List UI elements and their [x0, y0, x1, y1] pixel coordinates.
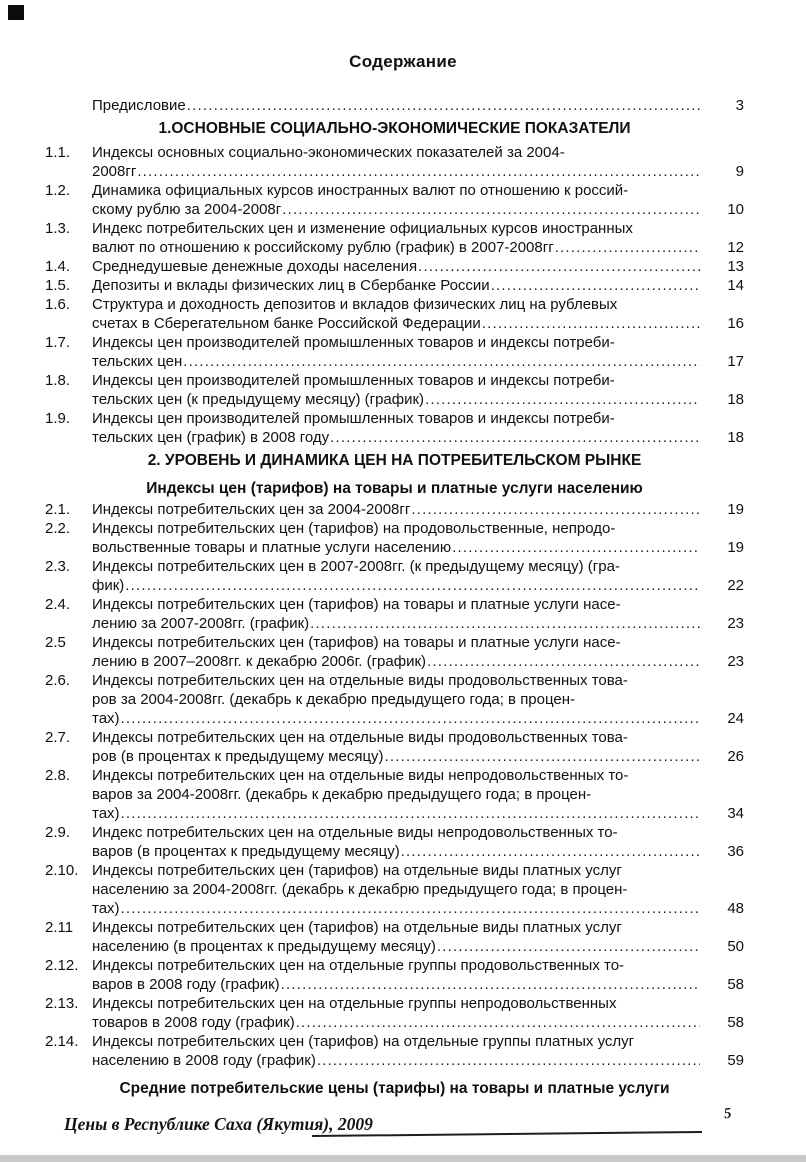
toc-entry: [45, 595, 744, 633]
entry-text-block: [92, 333, 700, 371]
entry-text-block: [92, 766, 700, 823]
entry-text: тельских цен: [92, 353, 183, 370]
dot-leader: [316, 1051, 700, 1070]
toc-entry: [45, 956, 744, 994]
page-title: Содержание: [349, 52, 457, 71]
entry-page-number: 19: [727, 501, 744, 518]
entry-page-number: 36: [727, 843, 744, 860]
entry-text-block: [92, 295, 700, 333]
toc-entry: [45, 500, 744, 519]
entry-page-number: 16: [727, 315, 744, 332]
entry-number: 2.2.: [45, 520, 71, 537]
entry-line: Индексы потребительских цен на отдельные виды продовольственных това-: [92, 672, 628, 689]
entry-page-number: 26: [727, 748, 744, 765]
toc-entry: [45, 409, 744, 447]
entry-text: тельских цен (график) в 2008 году: [92, 429, 330, 446]
entry-page-number: 17: [727, 353, 744, 370]
entry-page-number: 9: [735, 163, 744, 180]
entry-line: Индексы потребительских цен на отдельные виды продовольственных това-: [92, 729, 628, 746]
entry-text-block: [92, 1032, 700, 1070]
dot-leader: [186, 96, 700, 115]
entry-text: валют по отношению к российскому рублю (график) в 2007-2008гг: [92, 239, 554, 256]
entry-page-number: 58: [727, 976, 744, 993]
entry-text-block: [92, 595, 700, 633]
entry-text-block: [92, 143, 700, 181]
toc-entry: [45, 96, 744, 115]
entry-text-block: [92, 823, 700, 861]
entry-text-block: [92, 276, 700, 295]
dot-leader: [295, 1013, 700, 1032]
toc-entry: [45, 1032, 744, 1070]
entry-text-block: [92, 371, 700, 409]
entry-line: [92, 652, 700, 671]
entry-line: [92, 314, 700, 333]
entry-line: Индексы потребительских цен (тарифов) на отдельные виды платных услуг: [92, 919, 622, 936]
entry-text-block: [92, 181, 700, 219]
entry-number: 1.1.: [45, 144, 71, 161]
group-heading: Индексы цен (тарифов) на товары и платные услуги населению: [146, 480, 643, 497]
toc-entry: [45, 557, 744, 595]
entry-number: [45, 96, 92, 115]
entry-text: тельских цен (к предыдущему месяцу) (график): [92, 391, 425, 408]
entry-line: [92, 276, 700, 295]
entry-number: 2.12.: [45, 957, 79, 974]
entry-page-number: 3: [735, 97, 744, 114]
entry-number: 1.5.: [45, 277, 71, 294]
group-heading: Средние потребительские цены (тарифы) на товары и платные услуги: [119, 1080, 670, 1097]
entry-text: населению в 2008 году (график): [92, 1052, 316, 1069]
entry-line: Индексы потребительских цен (тарифов) на отдельные группы платных услуг: [92, 1033, 635, 1050]
dot-leader: [490, 276, 700, 295]
entry-text: лению в 2007–2008гг. к декабрю 2006г. (график): [92, 653, 427, 670]
entry-line: Структура и доходность депозитов и вкладов физических лиц на рублевых: [92, 296, 618, 313]
toc-entry: [45, 276, 744, 295]
section-heading: 1.ОСНОВНЫЕ СОЦИАЛЬНО-ЭКОНОМИЧЕСКИЕ ПОКАЗАТЕЛИ: [158, 120, 631, 137]
entry-line: Индексы цен производителей промышленных товаров и индексы потреби-: [92, 334, 615, 351]
entry-line: Индексы потребительских цен на отдельные виды непродовольственных то-: [92, 767, 629, 784]
entry-number: 2.9.: [45, 824, 71, 841]
entry-text: лению за 2007-2008гг. (график): [92, 615, 310, 632]
toc-entry: [45, 994, 744, 1032]
entry-text-block: [92, 671, 700, 728]
dot-leader: [124, 576, 700, 595]
toc-entry: [45, 918, 744, 956]
entry-text-block: [92, 557, 700, 595]
entry-page-number: 34: [727, 805, 744, 822]
entry-line: [92, 428, 700, 447]
entry-text: варов в 2008 году (график): [92, 976, 280, 993]
entry-text-block: [92, 994, 700, 1032]
entry-number: 1.3.: [45, 220, 71, 237]
entry-text-block: [92, 956, 700, 994]
entry-text: Среднедушевые денежные доходы населения: [92, 258, 418, 275]
entry-page-number: 18: [727, 391, 744, 408]
toc-entry: [45, 219, 744, 257]
entry-text: тах): [92, 900, 120, 917]
entry-text: 2008гг: [92, 163, 137, 180]
entry-page-number: 23: [727, 615, 744, 632]
entry-number: 1.9.: [45, 410, 71, 427]
entry-line: Индексы потребительских цен на отдельные группы непродовольственных: [92, 995, 617, 1012]
dot-leader: [426, 652, 700, 671]
entry-number: 2.5: [45, 634, 66, 651]
dot-leader: [384, 747, 700, 766]
entry-line: Индексы потребительских цен (тарифов) на товары и платные услуги насе-: [92, 596, 621, 613]
entry-line: варов за 2004-2008гг. (декабрь к декабрю предыдущего года; в процен-: [92, 786, 592, 803]
entry-text: Предисловие: [92, 97, 186, 114]
section-heading: 2. УРОВЕНЬ И ДИНАМИКА ЦЕН НА ПОТРЕБИТЕЛЬСКОМ РЫНКЕ: [147, 452, 642, 469]
entry-line: Индекс потребительских цен и изменение официальных курсов иностранных: [92, 220, 633, 237]
entry-page-number: 22: [727, 577, 744, 594]
dot-leader: [417, 257, 700, 276]
dot-leader: [436, 937, 700, 956]
entry-page-number: 48: [727, 900, 744, 917]
entry-line: [92, 975, 700, 994]
entry-line: Индексы цен производителей промышленных товаров и индексы потреби-: [92, 372, 615, 389]
entry-line: [92, 709, 700, 728]
toc-entry: [45, 181, 744, 219]
entry-number: 2.6.: [45, 672, 71, 689]
entry-line: [92, 614, 700, 633]
entry-page-number: 24: [727, 710, 744, 727]
dot-leader: [481, 314, 700, 333]
entry-text-block: [92, 219, 700, 257]
toc-entry: [45, 766, 744, 823]
entry-line: [92, 576, 700, 595]
entry-text: Индексы потребительских цен за 2004-2008гг: [92, 501, 411, 518]
entry-page-number: 19: [727, 539, 744, 556]
scan-corner-mark: [8, 5, 24, 20]
entry-page-number: 10: [727, 201, 744, 218]
toc-entry: [45, 257, 744, 276]
entry-page-number: 14: [727, 277, 744, 294]
footer-page-number: 5: [722, 1105, 733, 1123]
entry-text: ров (в процентах к предыдущему месяцу): [92, 748, 384, 765]
dot-leader: [280, 975, 700, 994]
entry-text: населению (в процентах к предыдущему месяцу): [92, 938, 436, 955]
entry-line: Индекс потребительских цен на отдельные виды непродовольственных то-: [92, 824, 618, 841]
dot-leader: [120, 709, 700, 728]
entry-text-block: [92, 500, 700, 519]
entry-text: счетах в Сберегательном банке Российской Федерации: [92, 315, 481, 332]
entry-text-block: [92, 918, 700, 956]
entry-page-number: 59: [727, 1052, 744, 1069]
entry-line: [92, 390, 700, 409]
entry-line: [92, 842, 700, 861]
entry-number: 1.2.: [45, 182, 71, 199]
entry-line: [92, 500, 700, 519]
entry-line: [92, 937, 700, 956]
dot-leader: [451, 538, 700, 557]
entry-line: Индексы потребительских цен в 2007-2008гг. (к предыдущему месяцу) (гра-: [92, 558, 620, 575]
entry-number: 1.7.: [45, 334, 71, 351]
footer-publication-title: Цены в Республике Саха (Якутия), 2009: [64, 1114, 373, 1134]
dot-leader: [120, 899, 700, 918]
entry-line: [92, 1013, 700, 1032]
entry-line: населению за 2004-2008гг. (декабрь к декабрю предыдущего года; в процен-: [92, 881, 628, 898]
entry-page-number: 58: [727, 1014, 744, 1031]
entry-text: тах): [92, 805, 120, 822]
entry-text-block: [92, 257, 700, 276]
dot-leader: [424, 390, 700, 409]
entry-page-number: 50: [727, 938, 744, 955]
entry-line: Динамика официальных курсов иностранных валют по отношению к россий-: [92, 182, 629, 199]
entry-line: [92, 899, 700, 918]
entry-text: товаров в 2008 году (график): [92, 1014, 295, 1031]
entry-number: 2.14.: [45, 1033, 79, 1050]
entry-text-block: [92, 96, 700, 115]
entry-number: 2.10.: [45, 862, 79, 879]
entry-line: [92, 200, 700, 219]
entry-number: 1.8.: [45, 372, 71, 389]
entry-page-number: 23: [727, 653, 744, 670]
entry-text-block: [92, 409, 700, 447]
entry-line: [92, 96, 700, 115]
entry-line: [92, 257, 700, 276]
toc-entry: [45, 861, 744, 918]
entry-page-number: 13: [727, 258, 744, 275]
entry-line: Индексы потребительских цен (тарифов) на продовольственные, непродо-: [92, 520, 616, 537]
dot-leader: [554, 238, 700, 257]
entry-text: вольственные товары и платные услуги населению: [92, 539, 452, 556]
entry-line: Индексы потребительских цен на отдельные группы продовольственных то-: [92, 957, 625, 974]
entry-page-number: 18: [727, 429, 744, 446]
dot-leader: [120, 804, 700, 823]
toc-entry: [45, 728, 744, 766]
toc-entry: [45, 143, 744, 181]
dot-leader: [309, 614, 700, 633]
toc-entry: [45, 295, 744, 333]
entry-line: [92, 804, 700, 823]
dot-leader: [329, 428, 700, 447]
toc-entry: [45, 333, 744, 371]
entry-line: ров за 2004-2008гг. (декабрь к декабрю предыдущего года; в процен-: [92, 691, 576, 708]
entry-line: [92, 238, 700, 257]
toc-entry: [45, 371, 744, 409]
entry-text-block: [92, 728, 700, 766]
entry-text: скому рублю за 2004-2008г: [92, 201, 282, 218]
scan-edge-strip: [0, 1155, 806, 1162]
entry-text: варов (в процентах к предыдущему месяцу): [92, 843, 400, 860]
entry-text-block: [92, 633, 700, 671]
dot-leader: [400, 842, 700, 861]
entry-text: Депозиты и вклады физических лиц в Сбербанке России: [92, 277, 490, 294]
entry-line: [92, 747, 700, 766]
entry-line: [92, 1051, 700, 1070]
entry-page-number: 12: [727, 239, 744, 256]
entry-line: [92, 352, 700, 371]
dot-leader: [182, 352, 700, 371]
entry-number: 2.11: [45, 919, 74, 936]
entry-number: 2.13.: [45, 995, 79, 1012]
toc-entry: [45, 671, 744, 728]
entry-line: [92, 162, 700, 181]
dot-leader: [136, 162, 700, 181]
entry-number: 2.1.: [45, 501, 71, 518]
entry-line: Индексы потребительских цен (тарифов) на товары и платные услуги насе-: [92, 634, 621, 651]
toc-entry: [45, 519, 744, 557]
toc-list: [0, 96, 806, 1098]
entry-line: Индексы основных социально-экономических показателей за 2004-: [92, 144, 565, 161]
toc-entry: [45, 823, 744, 861]
toc-entry: [45, 633, 744, 671]
entry-number: 2.8.: [45, 767, 71, 784]
entry-number: 1.4.: [45, 258, 71, 275]
entry-text-block: [92, 519, 700, 557]
entry-text-block: [92, 861, 700, 918]
entry-line: Индексы цен производителей промышленных товаров и индексы потреби-: [92, 410, 615, 427]
dot-leader: [281, 200, 700, 219]
entry-line: Индексы потребительских цен (тарифов) на отдельные виды платных услуг: [92, 862, 622, 879]
entry-text: тах): [92, 710, 120, 727]
entry-text: фик): [92, 577, 125, 594]
entry-number: 1.6.: [45, 296, 71, 313]
entry-number: 2.3.: [45, 558, 71, 575]
entry-number: 2.4.: [45, 596, 71, 613]
entry-number: 2.7.: [45, 729, 71, 746]
entry-line: [92, 538, 700, 557]
dot-leader: [410, 500, 700, 519]
